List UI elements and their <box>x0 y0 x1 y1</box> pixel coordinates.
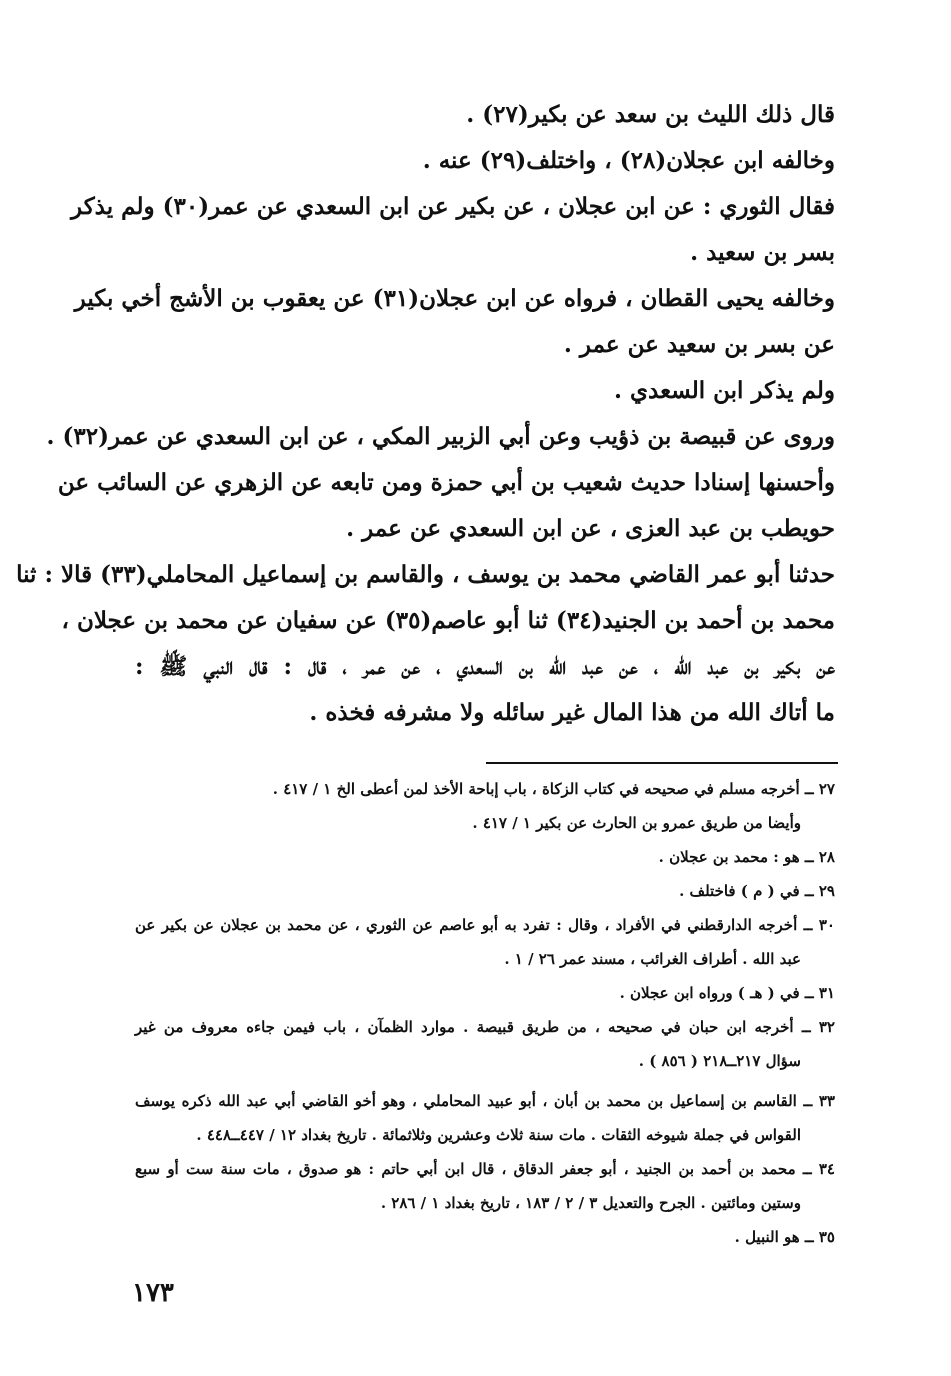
footnote-line: ٣٤ ــ محمد بن أحمد بن الجنيد ، أبو جعفر الدقاق ، قال ابن أبي حاتم : هو صدوق ، مات سنة ست أو سبع <box>135 1160 835 1178</box>
main-text-line: قال ذلك الليث بن سعد عن بكير(٢٧) . <box>466 101 835 128</box>
main-text-line: عن بكير بن عبد الله ، عن عبد الله بن السعدي ، عن عمر ، قال : قال النبي ﷺ : <box>135 653 835 680</box>
footnote-line: ٣٢ ــ أخرجه ابن حبان في صحيحه ، من طريق قبيصة . موارد الظمآن ، باب فيمن جاءه معروف من غير <box>135 1018 835 1036</box>
main-text-line: وأحسنها إسنادا حديث شعيب بن أبي حمزة ومن تابعه عن الزهري عن السائب عن <box>57 469 835 496</box>
main-text-line: ما أتاك الله من هذا المال غير سائله ولا مشرفه فخذه . <box>309 699 835 726</box>
main-text-line: محمد بن أحمد بن الجنيد(٣٤) ثنا أبو عاصم(٣٥) عن سفيان عن محمد بن عجلان ، <box>61 607 835 634</box>
main-text-line: وخالفه يحيى القطان ، فرواه عن ابن عجلان(٣١) عن يعقوب بن الأشج أخي بكير <box>74 285 835 312</box>
footnote-line: ٣٣ ــ القاسم بن إسماعيل بن محمد بن أبان ، أبو عبيد المحاملي ، وهو أخو القاضي أبي عبد الله ذكره يوسف <box>135 1092 835 1110</box>
main-text-line: فقال الثوري : عن ابن عجلان ، عن بكير عن ابن السعدي عن عمر(٣٠) ولم يذكر <box>71 193 835 220</box>
main-text-line: وخالفه ابن عجلان(٢٨) ، واختلف(٢٩) عنه . <box>422 147 835 174</box>
page-number: ١٧٣ <box>132 1278 174 1308</box>
footnote-line: ٢٨ ــ هو : محمد بن عجلان . <box>658 848 835 866</box>
footnotes-block <box>135 772 835 1254</box>
footnote-line: سؤال ٢١٧ــ٢١٨ ( ٨٥٦ ) . <box>638 1052 801 1070</box>
main-text-line: عن بسر بن سعيد عن عمر . <box>563 331 835 358</box>
footnote-line: ٣٥ ــ هو النبيل . <box>734 1228 835 1246</box>
main-text-line: حدثنا أبو عمر القاضي محمد بن يوسف ، والقاسم بن إسماعيل المحاملي(٣٣) قالا : ثنا <box>16 561 835 588</box>
main-text-line: ولم يذكر ابن السعدي . <box>614 377 835 404</box>
main-text-line: بسر بن سعيد . <box>690 239 835 266</box>
footnote-line: وستين ومائتين . الجرح والتعديل ٣ / ٢ / ١٨٣ ، تاريخ بغداد ١ / ٢٨٦ . <box>380 1194 801 1212</box>
main-text-line: وروى عن قبيصة بن ذؤيب وعن أبي الزبير المكي ، عن ابن السعدي عن عمر(٣٢) . <box>46 423 835 450</box>
footnote-line: القواس في جملة شيوخه الثقات . مات سنة ثلاث وعشرين وثلاثمائة . تاريخ بغداد ١٢ / ٤٤٧ــ٤٤٨ . <box>196 1126 801 1144</box>
footnote-line: وأيضا من طريق عمرو بن الحارث عن بكير ١ / ٤١٧ . <box>472 814 801 832</box>
footnote-line: ٣٠ ــ أخرجه الدارقطني في الأفراد ، وقال : تفرد به أبو عاصم عن الثوري ، عن محمد بن عجلان عن بكير عن <box>135 916 835 934</box>
footnote-line: عبد الله . أطراف الغرائب ، مسند عمر ٢٦ / ١ . <box>504 950 801 968</box>
footnote-separator <box>486 762 838 764</box>
footnote-line: ٢٧ ــ أخرجه مسلم في صحيحه في كتاب الزكاة ، باب إباحة الأخذ لمن أعطى الخ ١ / ٤١٧ . <box>272 780 835 798</box>
main-text-line: حويطب بن عبد العزى ، عن ابن السعدي عن عمر . <box>346 515 835 542</box>
footnote-line: ٢٩ ــ في ( م ) فاختلف . <box>679 882 835 900</box>
footnote-line: ٣١ ــ في ( هـ ) ورواه ابن عجلان . <box>619 984 835 1002</box>
main-text-body <box>16 92 835 736</box>
